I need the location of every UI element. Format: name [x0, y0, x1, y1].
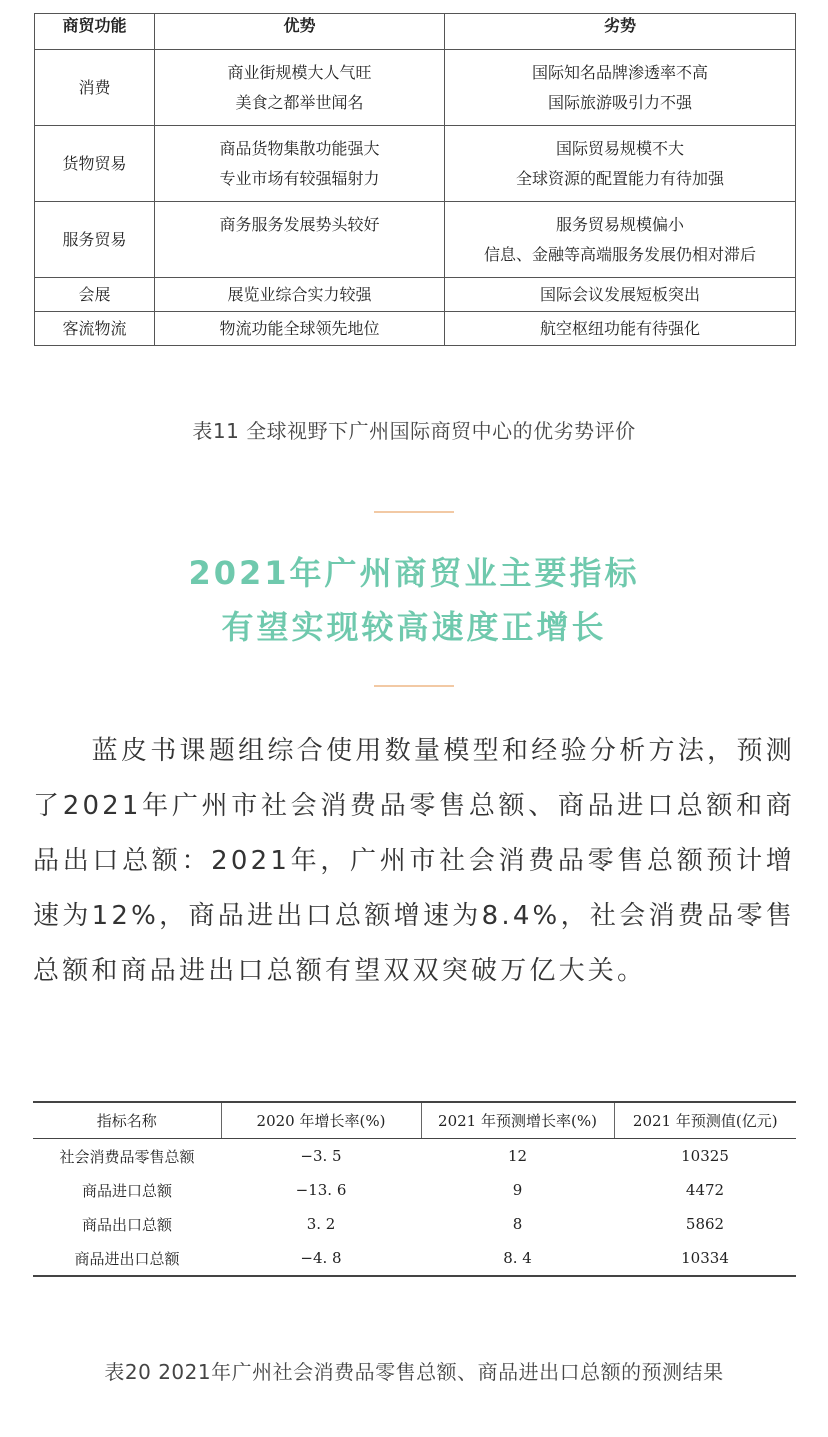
- cell-line: 信息、金融等高端服务发展仍相对滞后: [483, 244, 756, 264]
- cell-line: 国际贸易规模不大: [555, 138, 684, 158]
- cell-line: 商务服务发展势头较好: [219, 214, 380, 234]
- table-row: [35, 278, 796, 312]
- cell-line: 国际知名品牌渗透率不高: [531, 62, 708, 82]
- value-2021-cell: 10325: [681, 1147, 729, 1165]
- weaknesses-cell: [445, 50, 796, 126]
- cell-line: 国际旅游吸引力不强: [547, 92, 692, 112]
- cell-line: 服务贸易规模偏小: [555, 214, 684, 234]
- weaknesses-cell: 航空枢纽功能有待强化: [445, 312, 796, 346]
- table-row: [35, 202, 796, 278]
- table-row: [33, 1139, 796, 1174]
- growth-2021-cell: 8. 4: [503, 1249, 532, 1267]
- weaknesses-cell: [445, 202, 796, 278]
- cell-line: 商业街规模大人气旺: [227, 62, 372, 82]
- header-2021-value: 2021 年预测值(亿元): [614, 1102, 796, 1139]
- indicator-cell: 商品出口总额: [81, 1215, 172, 1234]
- table1-caption: 表11 全球视野下广州国际商贸中心的优劣势评价: [192, 419, 636, 443]
- table-row: [33, 1173, 796, 1207]
- table-header-row: [35, 14, 796, 50]
- table-row: [33, 1207, 796, 1241]
- value-2021-cell: 4472: [685, 1181, 725, 1199]
- table-row: [35, 126, 796, 202]
- section-heading-line1: 2021年广州商贸业主要指标: [188, 554, 640, 592]
- cell-line: 商品货物集散功能强大: [219, 138, 380, 158]
- growth-2021-cell: 12: [507, 1147, 528, 1165]
- header-2020-growth: 2020 年增长率(%): [221, 1102, 421, 1139]
- table-row: [35, 50, 796, 126]
- growth-2021-cell: 9: [512, 1181, 523, 1199]
- indicator-cell: 社会消费品零售总额: [59, 1147, 195, 1166]
- cell-line: [155, 240, 444, 270]
- strengths-weaknesses-table: [34, 13, 796, 346]
- header-function: 商贸功能: [35, 14, 155, 50]
- cell-line: 专业市场有较强辐射力: [219, 168, 380, 188]
- table-row: [33, 1241, 796, 1276]
- strengths-cell: 物流功能全球领先地位: [155, 312, 445, 346]
- indicator-cell: 商品进出口总额: [74, 1249, 180, 1268]
- growth-2020-cell: −3. 5: [300, 1147, 342, 1165]
- function-cell: 货物贸易: [35, 126, 155, 202]
- weaknesses-cell: 国际会议发展短板突出: [445, 278, 796, 312]
- header-2021-growth: 2021 年预测增长率(%): [421, 1102, 614, 1139]
- top-divider: [374, 511, 454, 513]
- forecast-table: [33, 1101, 796, 1277]
- table2-caption: 表20 2021年广州社会消费品零售总额、商品进出口总额的预测结果: [104, 1360, 724, 1384]
- weaknesses-cell: [445, 126, 796, 202]
- header-weaknesses: 劣势: [445, 14, 796, 50]
- strengths-cell: 展览业综合实力较强: [155, 278, 445, 312]
- growth-2021-cell: 8: [512, 1215, 523, 1233]
- value-2021-cell: 10334: [681, 1249, 729, 1267]
- section-heading-line2: 有望实现较高速度正增长: [221, 608, 607, 646]
- strengths-cell: [155, 50, 445, 126]
- body-paragraph: 蓝皮书课题组综合使用数量模型和经验分析方法，预测了2021年广州市社会消费品零售总额、商品进口总额和商品出口总额：2021年，广州市社会消费品零售总额预计增速为12%，商品进出口总额增速为8.4%，社会消费品零售总额和商品进出口总额有望双双突破万亿大关。: [33, 736, 795, 986]
- table-header-row: [33, 1102, 796, 1139]
- indicator-cell: 商品进口总额: [81, 1181, 172, 1200]
- strengths-cell: [155, 126, 445, 202]
- cell-line: 全球资源的配置能力有待加强: [515, 168, 724, 188]
- cell-line: 美食之都举世闻名: [235, 92, 364, 112]
- function-cell: 服务贸易: [35, 202, 155, 278]
- growth-2020-cell: 3. 2: [306, 1215, 336, 1233]
- table-row: [35, 312, 796, 346]
- strengths-cell: [155, 202, 445, 278]
- growth-2020-cell: −4. 8: [300, 1249, 342, 1267]
- value-2021-cell: 5862: [685, 1215, 725, 1233]
- function-cell: 消费: [35, 50, 155, 126]
- function-cell: 会展: [35, 278, 155, 312]
- header-strengths: 优势: [155, 14, 445, 50]
- bottom-divider: [374, 685, 454, 687]
- function-cell: 客流物流: [35, 312, 155, 346]
- header-indicator: 指标名称: [33, 1102, 221, 1139]
- growth-2020-cell: −13. 6: [295, 1181, 347, 1199]
